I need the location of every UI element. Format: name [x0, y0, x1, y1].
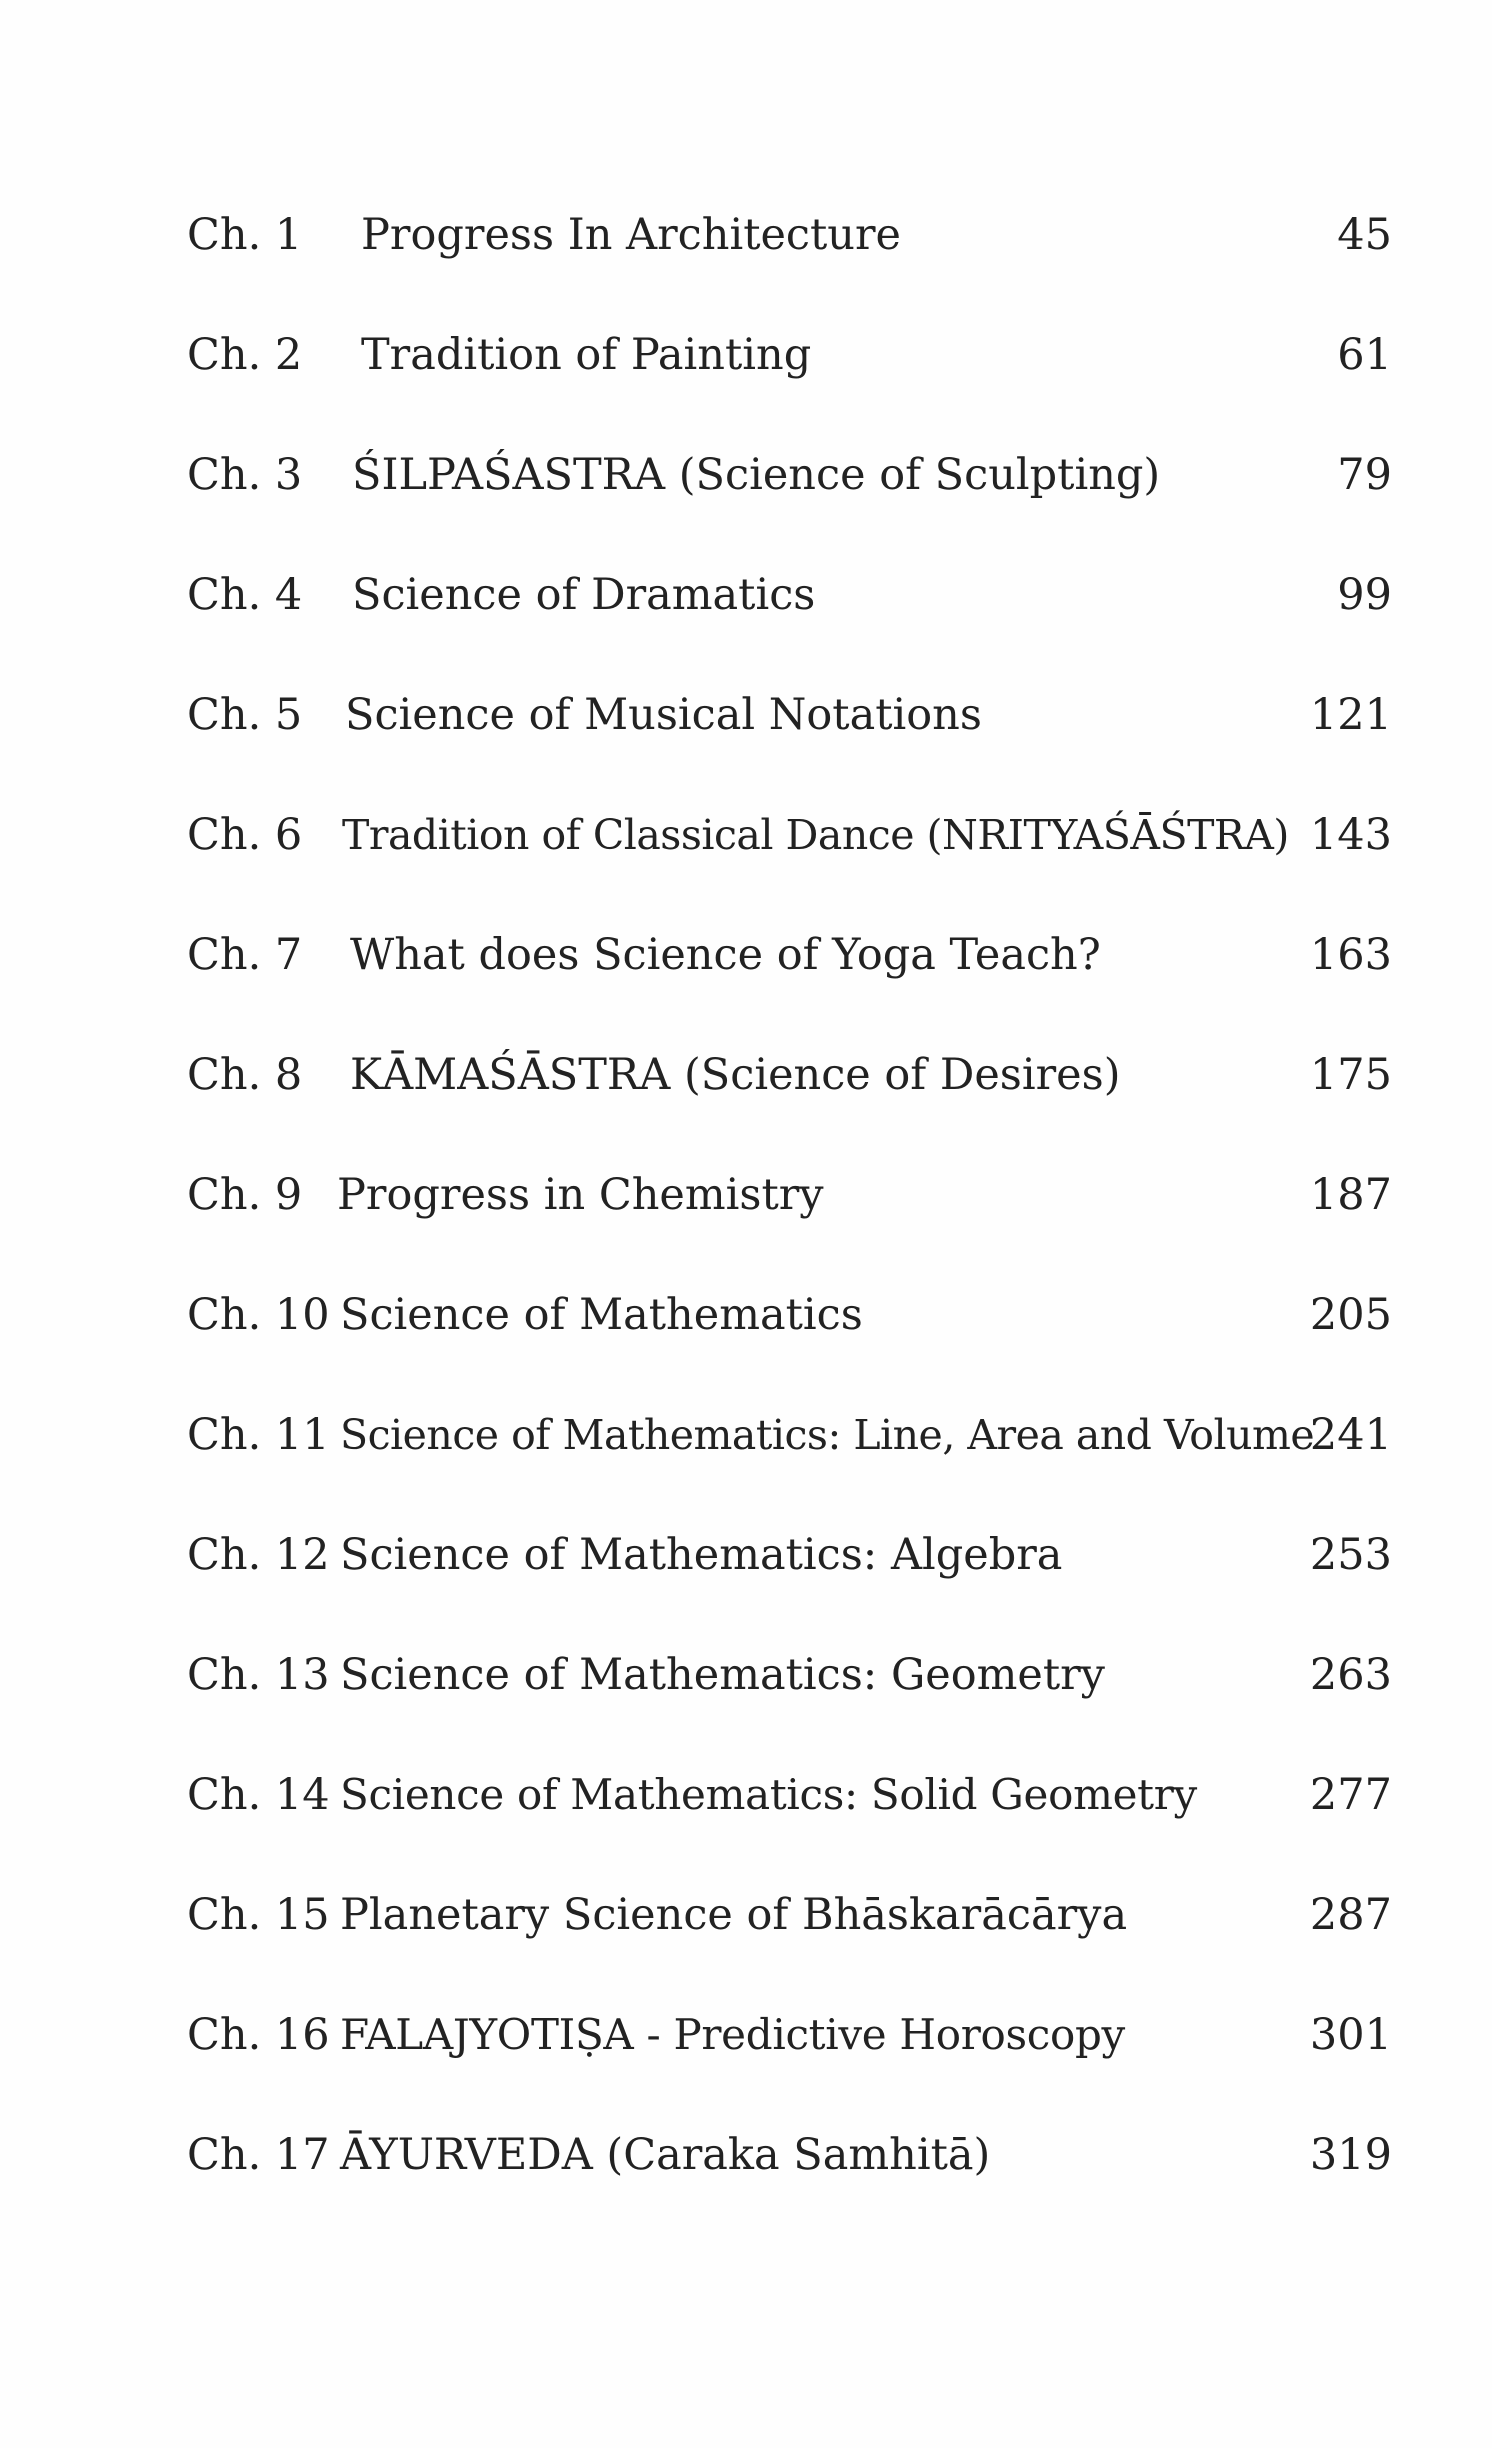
toc-entry [187, 1640, 1392, 1710]
toc-entry [187, 680, 1392, 750]
page-number: 45 [1337, 210, 1392, 260]
chapter-number: Ch. 8 [187, 1050, 303, 1100]
toc-entry [187, 1280, 1392, 1350]
chapter-number: Ch. 12 [187, 1530, 330, 1580]
chapter-title: Progress in Chemistry [337, 1170, 824, 1220]
chapter-title: KĀMAŚĀSTRA (Science of Desires) [350, 1050, 1121, 1100]
page-number: 205 [1309, 1290, 1392, 1340]
page-number: 319 [1309, 2130, 1392, 2180]
toc-entry [187, 1040, 1392, 1110]
toc-entry [187, 440, 1392, 510]
page-number: 277 [1309, 1770, 1392, 1820]
page-number: 61 [1337, 330, 1392, 380]
toc-entry [187, 320, 1392, 390]
chapter-number: Ch. 2 [187, 330, 303, 380]
toc-entry [187, 2000, 1392, 2070]
page-number: 287 [1309, 1890, 1392, 1940]
page-number: 241 [1309, 1410, 1392, 1460]
page-number: 163 [1309, 930, 1392, 980]
chapter-title: Science of Mathematics: Line, Area and Volume [340, 1411, 1315, 1459]
toc-entry [187, 200, 1392, 270]
chapter-title: ŚILPAŚASTRA (Science of Sculpting) [352, 450, 1161, 500]
chapter-title: Progress In Architecture [361, 210, 901, 260]
chapter-number: Ch. 14 [187, 1770, 330, 1820]
page-number: 263 [1309, 1650, 1392, 1700]
page-number: 175 [1309, 1050, 1392, 1100]
page-number: 187 [1309, 1170, 1392, 1220]
chapter-number: Ch. 1 [187, 210, 303, 260]
page-number: 99 [1337, 570, 1392, 620]
toc-entry [187, 1160, 1392, 1230]
toc-entry [187, 1400, 1392, 1470]
chapter-title: Tradition of Classical Dance (NRITYAŚĀŚTRA) [342, 811, 1289, 859]
chapter-title: Planetary Science of Bhāskarācārya [340, 1890, 1128, 1940]
toc-entry [187, 560, 1392, 630]
toc-entry [187, 1520, 1392, 1590]
chapter-number: Ch. 7 [187, 930, 303, 980]
toc-entry [187, 2120, 1392, 2190]
chapter-number: Ch. 5 [187, 690, 303, 740]
chapter-title: Science of Mathematics [340, 1290, 863, 1340]
chapter-title: Science of Musical Notations [345, 690, 982, 740]
page-number: 301 [1309, 2010, 1392, 2060]
page-number: 79 [1337, 450, 1392, 500]
page-number: 253 [1309, 1530, 1392, 1580]
chapter-title: FALAJYOTIṢA - Predictive Horoscopy [340, 2010, 1125, 2059]
chapter-number: Ch. 16 [187, 2010, 330, 2060]
chapter-number: Ch. 6 [187, 810, 303, 860]
chapter-number: Ch. 17 [187, 2130, 330, 2180]
toc-entry [187, 1880, 1392, 1950]
page-number: 121 [1309, 690, 1392, 740]
chapter-title: Science of Mathematics: Geometry [340, 1650, 1105, 1700]
chapter-number: Ch. 11 [187, 1410, 330, 1460]
chapter-title: What does Science of Yoga Teach? [350, 930, 1101, 980]
chapter-number: Ch. 3 [187, 450, 303, 500]
chapter-title: Science of Dramatics [352, 570, 816, 620]
toc-entry [187, 1760, 1392, 1830]
chapter-number: Ch. 13 [187, 1650, 330, 1700]
page-number: 143 [1309, 810, 1392, 860]
chapter-number: Ch. 10 [187, 1290, 330, 1340]
toc-entry [187, 800, 1392, 870]
chapter-title: Science of Mathematics: Solid Geometry [340, 1770, 1197, 1819]
toc-entry [187, 920, 1392, 990]
chapter-title: ĀYURVEDA (Caraka Samhitā) [340, 2130, 991, 2180]
chapter-number: Ch. 15 [187, 1890, 330, 1940]
chapter-title: Science of Mathematics: Algebra [340, 1530, 1063, 1580]
chapter-number: Ch. 4 [187, 570, 303, 620]
chapter-title: Tradition of Painting [361, 330, 812, 380]
chapter-number: Ch. 9 [187, 1170, 303, 1220]
